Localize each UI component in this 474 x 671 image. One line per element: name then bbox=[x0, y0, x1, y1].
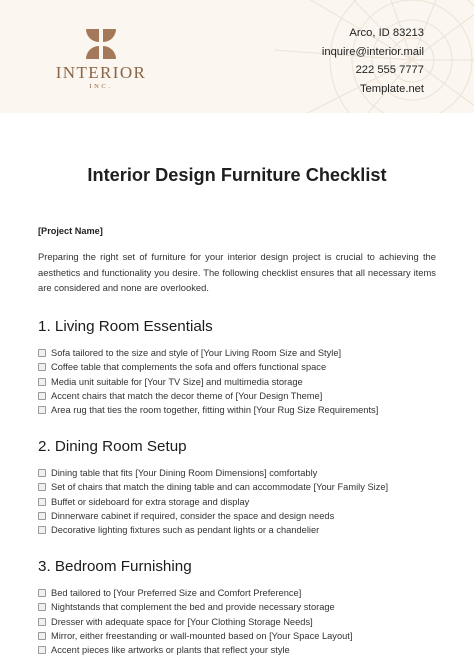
section-dining-room bbox=[38, 438, 438, 537]
checklist-item[interactable] bbox=[38, 600, 438, 614]
contact-website[interactable]: Template.net bbox=[359, 82, 424, 95]
checklist-item-label: Accent pieces like artworks or plants that reflect your style bbox=[51, 645, 290, 656]
section-bedroom bbox=[38, 558, 438, 657]
logo-subtitle: INC. bbox=[89, 83, 113, 90]
checklist-item[interactable] bbox=[38, 629, 438, 643]
checklist-item[interactable] bbox=[38, 403, 438, 417]
checklist-item-label: Dresser with adequate space for [Your Clothing Storage Needs] bbox=[51, 616, 313, 627]
checkbox-icon[interactable] bbox=[38, 483, 46, 491]
checklist-item[interactable] bbox=[38, 509, 438, 523]
logo-mark-icon bbox=[84, 27, 118, 61]
checkbox-icon[interactable] bbox=[38, 526, 46, 534]
checklist-item-label: Accent chairs that match the decor theme of [Your Design Theme] bbox=[51, 390, 323, 401]
checklist-item-label: Dinnerware cabinet if required, consider the space and design needs bbox=[51, 510, 335, 521]
intro-paragraph: Preparing the right set of furniture for your interior design project is crucial to achieving the aesthetics and functionality you desire. The following checklist ensures that all necessary items are considered and none are overlooked. bbox=[38, 251, 436, 294]
checklist bbox=[38, 466, 438, 537]
contact-phone: 222 555 7777 bbox=[355, 64, 424, 76]
checklist-item[interactable] bbox=[38, 643, 438, 657]
section-heading: 2. Dining Room Setup bbox=[38, 438, 187, 455]
checklist-item-label: Set of chairs that match the dining table and can accommodate [Your Family Size] bbox=[51, 482, 389, 493]
checkbox-icon[interactable] bbox=[38, 646, 46, 654]
checklist-item-label: Bed tailored to [Your Preferred Size and Comfort Preference] bbox=[51, 588, 302, 598]
checklist-item-label: Media unit suitable for [Your TV Size] and multimedia storage bbox=[51, 376, 303, 387]
document-header bbox=[0, 0, 474, 113]
checklist bbox=[38, 346, 438, 417]
project-name-label: [Project Name] bbox=[38, 226, 103, 236]
checkbox-icon[interactable] bbox=[38, 632, 46, 640]
checkbox-icon[interactable] bbox=[38, 392, 46, 400]
checkbox-icon[interactable] bbox=[38, 589, 46, 597]
checkbox-icon[interactable] bbox=[38, 512, 46, 520]
checkbox-icon[interactable] bbox=[38, 618, 46, 626]
checklist-item[interactable] bbox=[38, 586, 438, 600]
company-logo bbox=[48, 27, 154, 91]
contact-address: Arco, ID 83213 bbox=[349, 27, 424, 39]
checkbox-icon[interactable] bbox=[38, 406, 46, 414]
checklist-item[interactable] bbox=[38, 360, 438, 374]
checklist-item-label: Decorative lighting fixtures such as pendant lights or a chandelier bbox=[51, 525, 320, 536]
checkbox-icon[interactable] bbox=[38, 469, 46, 477]
checklist-item-label: Nightstands that complement the bed and provide necessary storage bbox=[51, 602, 335, 613]
checklist bbox=[38, 586, 438, 657]
checklist-item[interactable] bbox=[38, 389, 438, 403]
section-heading: 1. Living Room Essentials bbox=[38, 318, 213, 335]
checklist-item[interactable] bbox=[38, 466, 438, 480]
checkbox-icon[interactable] bbox=[38, 378, 46, 386]
checklist-item-label: Area rug that ties the room together, fitting within [Your Rug Size Requirements] bbox=[51, 405, 379, 416]
checkbox-icon[interactable] bbox=[38, 498, 46, 506]
logo-wordmark: INTERIOR bbox=[55, 63, 147, 82]
checklist-item[interactable] bbox=[38, 346, 438, 360]
contact-email[interactable]: inquire@interior.mail bbox=[321, 45, 424, 58]
checkbox-icon[interactable] bbox=[38, 603, 46, 611]
checklist-item[interactable] bbox=[38, 375, 438, 389]
contact-block bbox=[322, 24, 424, 98]
checklist-item[interactable] bbox=[38, 523, 438, 537]
checklist-item-label: Buffet or sideboard for extra storage and display bbox=[51, 496, 250, 507]
checklist-item-label: Sofa tailored to the size and style of [Your Living Room Size and Style] bbox=[51, 348, 342, 358]
checklist-item-label: Mirror, either freestanding or wall-mounted based on [Your Space Layout] bbox=[51, 630, 353, 641]
checkbox-icon[interactable] bbox=[38, 363, 46, 371]
checklist-item[interactable] bbox=[38, 615, 438, 629]
page-title: Interior Design Furniture Checklist bbox=[87, 165, 387, 185]
checklist-item-label: Coffee table that complements the sofa and offers functional space bbox=[51, 362, 327, 373]
checklist-item[interactable] bbox=[38, 495, 438, 509]
checkbox-icon[interactable] bbox=[38, 349, 46, 357]
checklist-item-label: Dining table that fits [Your Dining Room Dimensions] comfortably bbox=[51, 468, 318, 478]
checklist-item[interactable] bbox=[38, 480, 438, 494]
section-heading: 3. Bedroom Furnishing bbox=[38, 558, 192, 575]
section-living-room bbox=[38, 318, 438, 417]
